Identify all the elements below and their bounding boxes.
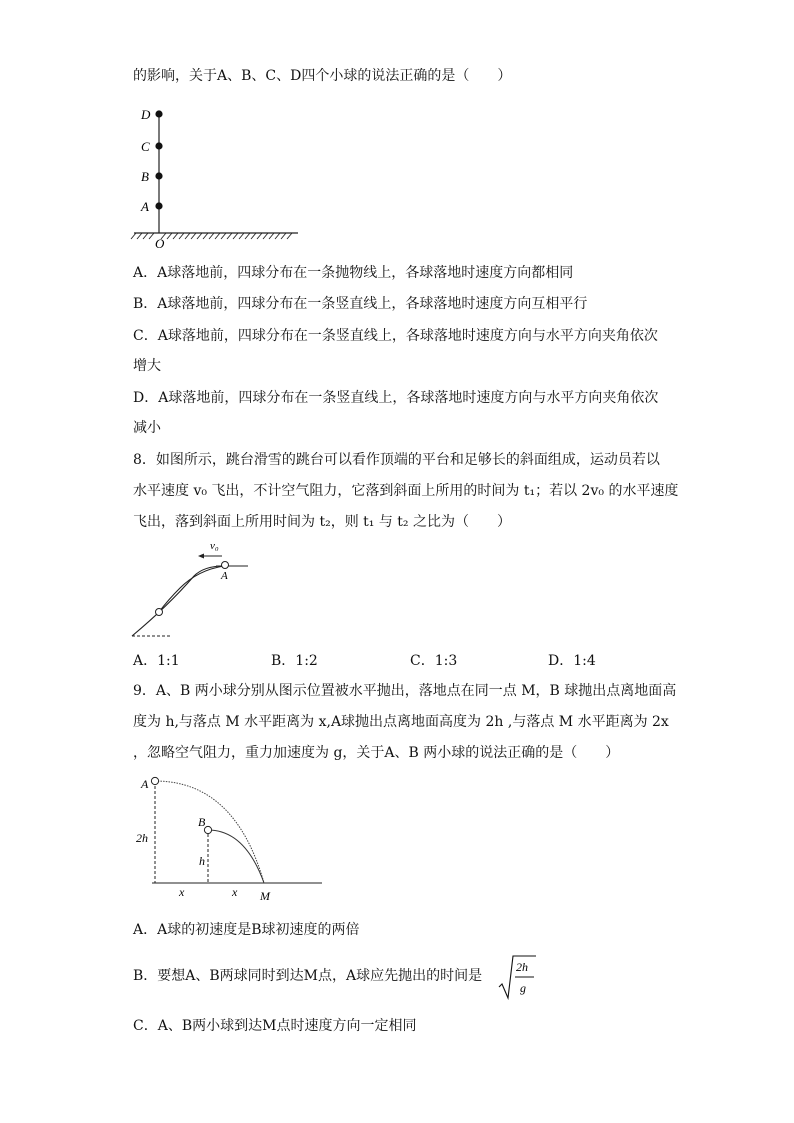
q9-option-b-formula xyxy=(498,953,538,1001)
ball-landing xyxy=(156,609,163,616)
q8-options xyxy=(133,650,733,670)
q7-figure xyxy=(130,100,310,250)
label-a: A xyxy=(141,199,149,214)
q8-option-c: C．1:3 xyxy=(410,653,458,669)
q9-option-a: A．A球的初速度是B球初速度的两倍 xyxy=(133,922,360,938)
slope-line xyxy=(132,566,224,636)
label-c: C xyxy=(141,139,150,154)
q9-figure xyxy=(130,770,330,905)
label-x-1: x xyxy=(179,885,185,899)
ball-a xyxy=(151,777,158,784)
label-o: O xyxy=(155,236,165,250)
q7-option-b: B．A球落地前，四球分布在一条竖直线上，各球落地时速度方向互相平行 xyxy=(133,296,588,312)
q7-option-d: D．A球落地前，四球分布在一条竖直线上，各球落地时速度方向与水平方向夹角依次 xyxy=(133,390,659,406)
label-h: h xyxy=(199,854,205,868)
q8-figure xyxy=(128,536,258,644)
ball-a xyxy=(222,562,229,569)
ball-b xyxy=(155,172,162,179)
ball-d xyxy=(155,110,162,117)
q7-option-c-cont: 增大 xyxy=(133,358,161,374)
q8-option-a: A．1:1 xyxy=(133,653,180,669)
ball-c xyxy=(155,142,162,149)
ball-b xyxy=(204,826,211,833)
label-d: D xyxy=(141,107,151,122)
label-x-2: x xyxy=(232,885,238,899)
q7-stem: 的影响，关于A、B、C、D四个小球的说法正确的是（ ） xyxy=(133,68,512,84)
label-a: A xyxy=(221,570,228,582)
q9-line-3: ，忽略空气阻力，重力加速度为 g，关于A、B 两小球的说法正确的是（ ） xyxy=(133,745,620,761)
q8-line-3: 飞出，落到斜面上所用时间为 t₂，则 t₁ 与 t₂ 之比为（ ） xyxy=(133,514,511,530)
q7-option-a: A．A球落地前，四球分布在一条抛物线上，各球落地时速度方向都相同 xyxy=(133,265,574,281)
q8-option-d: D．1:4 xyxy=(548,653,596,669)
q9-option-b: B．要想A、B两球同时到达M点，A球应先抛出的时间是 xyxy=(133,968,483,984)
label-m: M xyxy=(260,889,270,903)
ball-a xyxy=(155,202,162,209)
label-b: B xyxy=(141,169,149,184)
denominator: g xyxy=(520,981,526,995)
q8-option-b: B．1:2 xyxy=(271,653,318,669)
velocity-arrowhead xyxy=(198,554,204,559)
q7-option-d-cont: 减小 xyxy=(133,420,161,436)
q8-line-2: 水平速度 v₀ 飞出，不计空气阻力，它落到斜面上所用的时间为 t₁；若以 2v₀ 的水平速度 xyxy=(133,483,679,499)
label-a: A xyxy=(141,777,149,791)
q9-option-c: C．A、B两小球到达M点时速度方向一定相同 xyxy=(133,1018,417,1034)
numerator: 2h xyxy=(516,960,528,974)
label-v0: v₀ xyxy=(210,540,219,552)
q9-line-2: 度为 h,与落点 M 水平距离为 x,A球抛出点离地面高度为 2h ,与落点 M 水平距离为 2x xyxy=(133,714,669,730)
b-trajectory xyxy=(208,830,264,883)
label-b: B xyxy=(198,815,206,829)
q7-option-c: C．A球落地前，四球分布在一条竖直线上，各球落地时速度方向与水平方向夹角依次 xyxy=(133,328,658,344)
label-2h: 2h xyxy=(136,831,148,845)
trajectory-line xyxy=(159,566,224,612)
q9-line-1: 9．A、B 两小球分别从图示位置被水平抛出，落地点在同一点 M，B 球抛出点离地面高 xyxy=(133,683,677,699)
q8-line-1: 8．如图所示，跳台滑雪的跳台可以看作顶端的平台和足够长的斜面组成，运动员若以 xyxy=(133,452,660,468)
